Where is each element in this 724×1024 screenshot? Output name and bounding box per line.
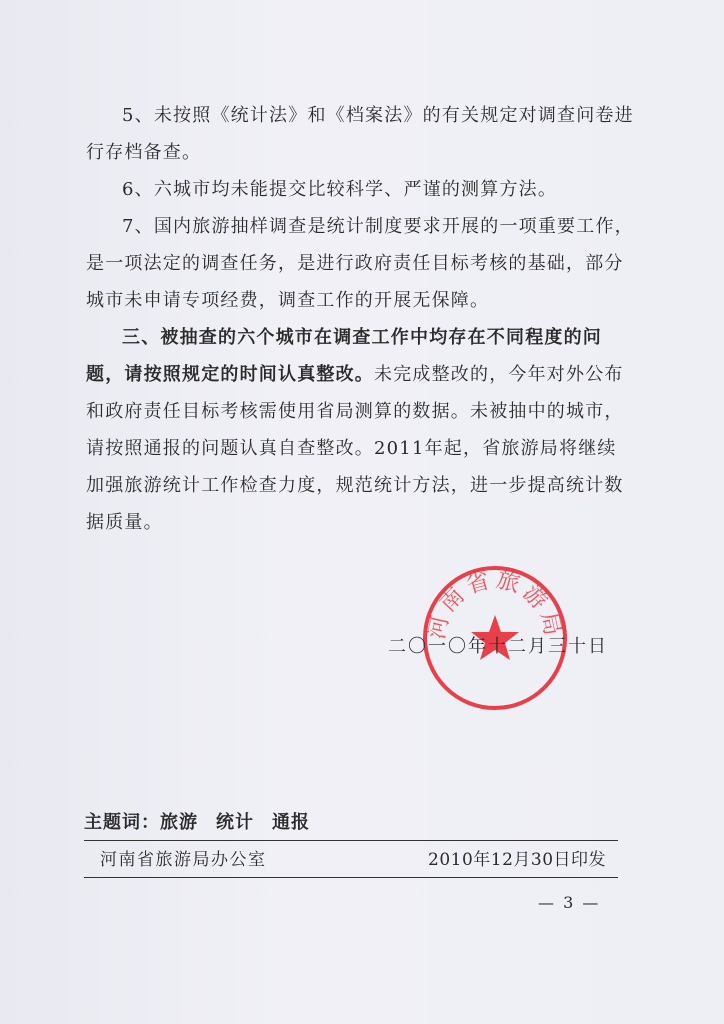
page-number: — 3 —: [538, 893, 601, 912]
item-5-paragraph: 5、未按照《统计法》和《档案法》的有关规定对调查问卷进行存档备查。: [86, 105, 634, 163]
issuing-office: 河南省旅游局办公室: [100, 850, 267, 870]
footer-bottom-rule: [84, 877, 618, 878]
subject-keywords: [84, 808, 328, 834]
keywords-label: 主题词：: [84, 812, 160, 833]
item-7-paragraph: 7、国内旅游抽样调查是统计制度要求开展的一项重要工作，是一项法定的调查任务，是进行政府责任目标考核的基础，部分城市未申请专项经费，调查工作的开展无保障。: [86, 216, 634, 311]
signature-date: 二〇一〇年十二月三十日: [388, 636, 608, 657]
keyword-item: 通报: [272, 812, 310, 833]
item-6-paragraph: 6、六城市均未能提交比较科学、严谨的测算方法。: [122, 179, 558, 200]
keyword-item: 旅游: [160, 812, 198, 833]
keyword-item: 统计: [216, 812, 254, 833]
seal-text: 河南省旅游局: [423, 566, 567, 642]
section-3-body: 未完成整改的，今年对外公布和政府责任目标考核需使用省局测算的数据。未被抽中的城市，请按照通报的问题认真自查整改。2011年起，省旅游局将继续加强旅游统计工作检查力度，规范统计方法，进一步提高统计数据质量。: [86, 364, 624, 533]
footer-top-rule: [84, 840, 618, 841]
section-3-heading: 三、被抽查的六个城市在调查工作中均存在不同程度的问题，请按照规定的时间认真整改。: [86, 327, 602, 385]
issue-date: 2010年12月30日印发: [428, 850, 607, 870]
section-3-paragraph: [86, 319, 634, 541]
